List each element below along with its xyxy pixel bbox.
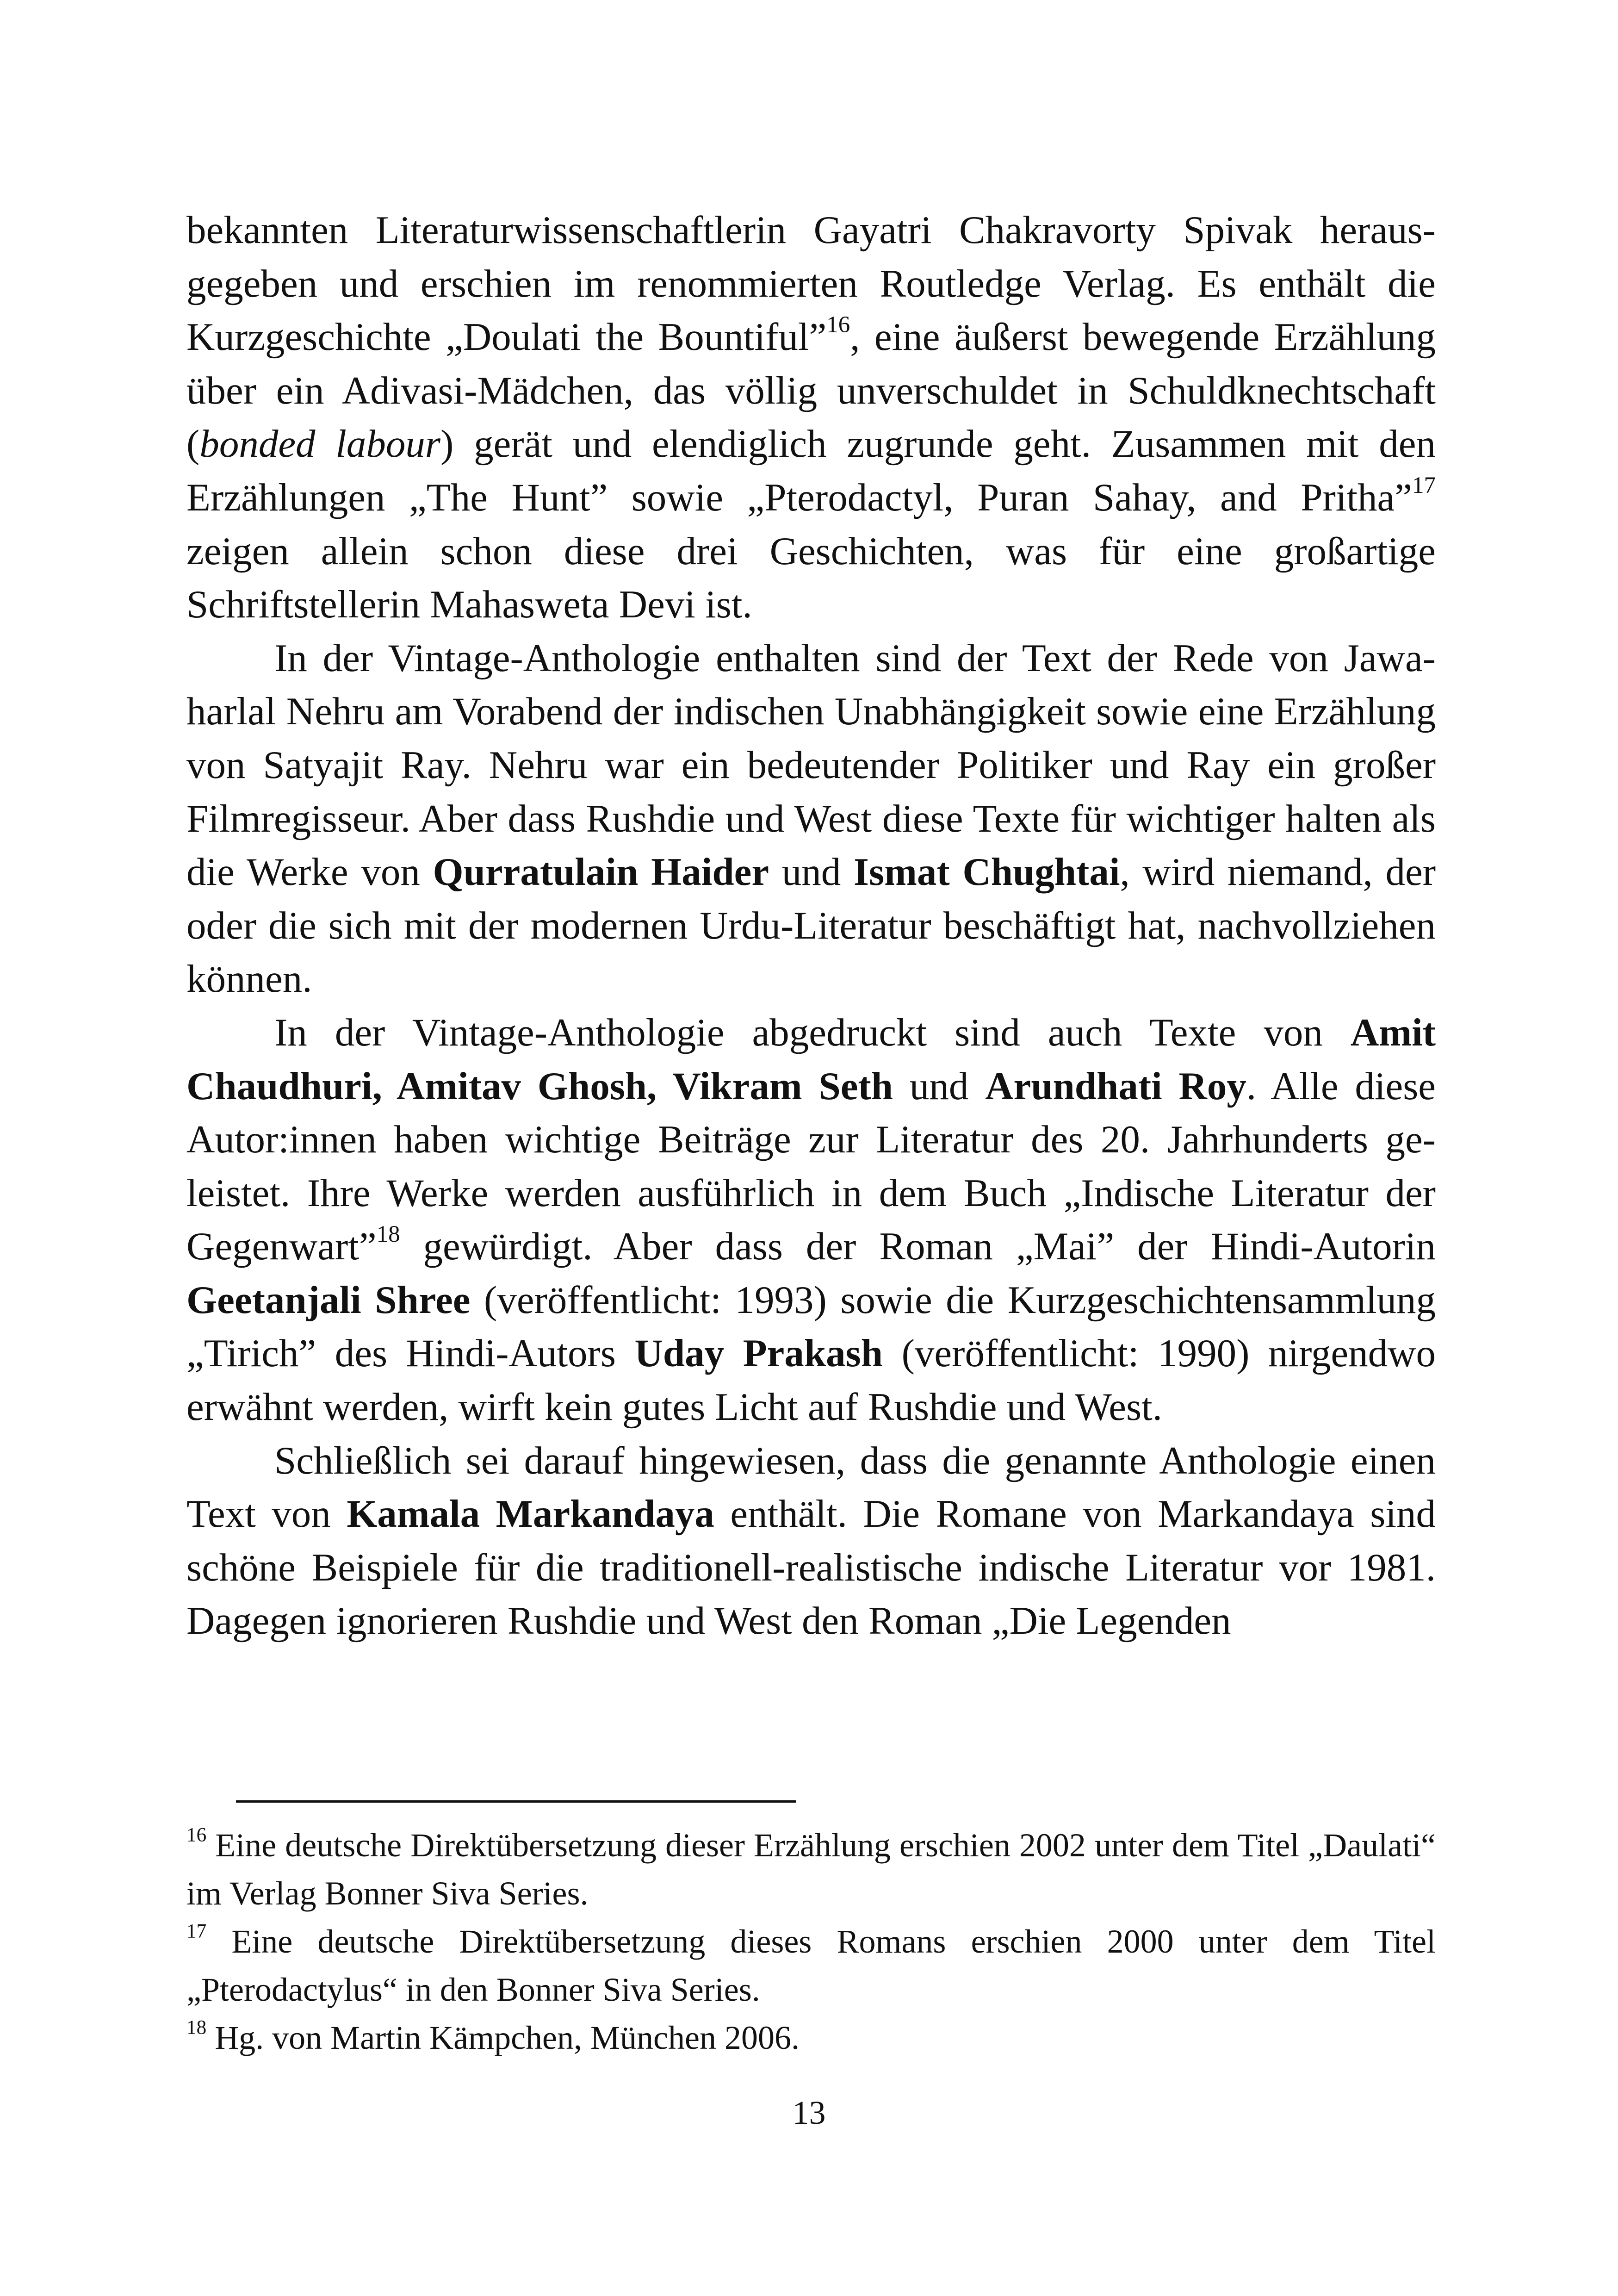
- paragraph-3: [186, 1006, 1436, 1434]
- footnote-separator: [236, 1800, 796, 1803]
- bold-author-name: Qurratulain Haider: [433, 850, 769, 894]
- paragraph-2: [186, 632, 1436, 1006]
- footnote-reference: 16: [826, 311, 850, 338]
- footnote-reference: 18: [376, 1221, 400, 1248]
- text-run: In der Vintage-Anthologie abgedruckt sind auch Texte von: [274, 1010, 1351, 1054]
- text-run: gewürdigt. Aber dass der Roman „Mai” der Hindi-Autorin: [400, 1225, 1436, 1269]
- footnotes: [186, 1821, 1436, 2062]
- bold-author-name: Kamala Markandaya: [347, 1492, 714, 1536]
- bold-author-name: Uday Prakash: [634, 1332, 883, 1375]
- text-run: In der Vintage-Anthologie enthalten sind der Text der Rede von Jawaharlal Nehru am Vorabend der indischen Unabhängigkeit sowie eine Erzählung von Satyajit Ray. Nehru war ein bedeutender Politiker und Ray ein großer Filmregisseur. Aber dass Rushdie und West diese Texte für wichtiger halten als die Werke von: [186, 636, 1436, 894]
- text-run: . Alle diese Autor:innen haben wichtige Beiträge zur Literatur des 20. Jahrhunderts geleistet. Ihre Werke werden ausführlich in dem Buch „Indische Literatur der Gegenwart”: [186, 1064, 1436, 1269]
- page-number: 13: [792, 2094, 826, 2131]
- footnote-text: Hg. von Martin Kämpchen, München 2006.: [206, 2019, 800, 2056]
- footnote-18: [186, 2014, 1436, 2062]
- bold-author-name: Amit Chaudhuri, Amitav Ghosh, Vikram Seth: [186, 1010, 1436, 1108]
- footnote-text: Eine deutsche Direktübersetzung dieses Romans erschien 2000 unter dem Titel „Pterodactylus“ in den Bonner Siva Series.: [186, 1923, 1436, 2008]
- text-run: , wird niemand, der oder die sich mit der modernen Urdu-Literatur beschäftigt hat, nachvollziehen können.: [186, 850, 1436, 1001]
- text-run: bekannten Literaturwissenschaftlerin Gayatri Chakravorty Spivak herausgegeben und erschien im renommierten Routledge Verlag. Es enthält die Kurzgeschichte „Doulati the Bountiful”: [186, 208, 1436, 359]
- text-run: , eine äußerst bewegende Erzählung über ein Adivasi-Mädchen, das völlig unverschuldet in Schuldknechtschaft (: [186, 315, 1436, 466]
- footnote-marker: 17: [186, 1920, 207, 1942]
- footnote-marker: 18: [186, 2016, 207, 2039]
- text-run: zeigen allein schon diese drei Geschichten, was für eine großartige Schriftstellerin Mahasweta Devi ist.: [186, 529, 1436, 627]
- text-run: (veröffentlicht: 1990) nirgendwo erwähnt werden, wirft kein gutes Licht auf Rushdie und West.: [186, 1332, 1436, 1429]
- bold-author-name: Geetanjali Shree: [186, 1278, 471, 1322]
- footnote-text: Eine deutsche Direktübersetzung dieser Erzählung erschien 2002 unter dem Titel „Daulati“ im Verlag Bonner Siva Series.: [186, 1827, 1436, 1912]
- bold-author-name: Ismat Chughtai: [853, 850, 1120, 894]
- italic-term: bonded labour: [199, 422, 440, 466]
- text-run: ) gerät und elendiglich zugrunde geht. Zusammen mit den Erzählungen „The Hunt” sowie „Pterodactyl, Puran Sahay, and Pritha”: [186, 422, 1436, 519]
- paragraph-1: [186, 204, 1436, 632]
- body-text: [186, 204, 1436, 1648]
- footnote-16: [186, 1821, 1436, 1917]
- text-run: (veröffentlicht: 1993) sowie die Kurzgeschichtensammlung „Tirich” des Hindi-Autors: [186, 1278, 1436, 1375]
- footnote-reference: 17: [1412, 472, 1436, 498]
- text-run: enthält. Die Romane von Markandaya sind schöne Beispiele für die traditionell-realistische indische Literatur vor 1981. Dagegen ignorieren Rushdie und West den Roman „Die Legenden: [186, 1492, 1436, 1643]
- footnote-marker: 16: [186, 1824, 207, 1846]
- bold-author-name: Arundhati Roy: [985, 1064, 1246, 1108]
- text-run: und: [769, 850, 854, 894]
- footnote-17: [186, 1917, 1436, 2014]
- text-run: und: [893, 1064, 986, 1108]
- text-run: Schließlich sei darauf hingewiesen, dass die genannte Anthologie einen Text von: [186, 1438, 1436, 1536]
- paragraph-4: [186, 1434, 1436, 1648]
